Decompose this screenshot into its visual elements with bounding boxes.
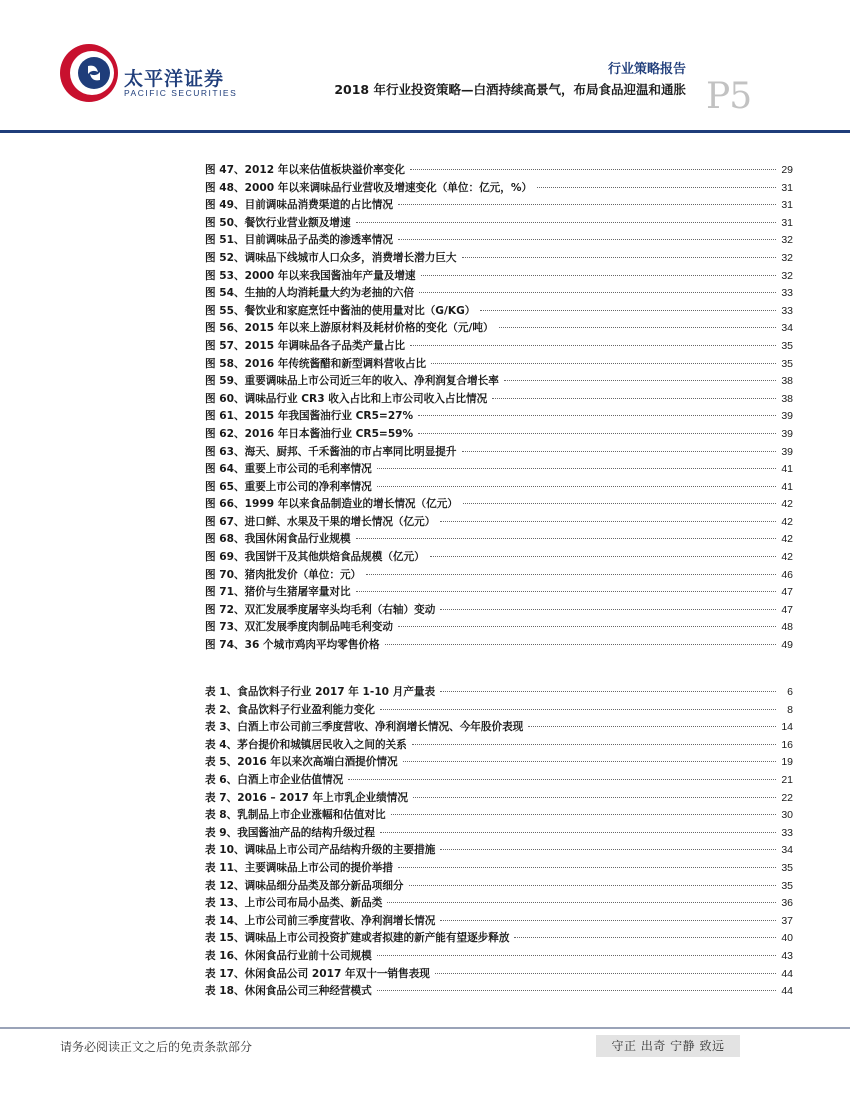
toc-entry[interactable] [205, 162, 793, 180]
toc-entry-label: 表 10、调味品上市公司产品结构升级的主要措施 [205, 844, 436, 857]
table-list [205, 684, 793, 1001]
toc-entry[interactable] [205, 602, 793, 620]
toc-entry-label: 图 61、2015 年我国酱油行业 CR5=27% [205, 410, 414, 423]
dot-leader [421, 275, 776, 276]
toc-entry[interactable] [205, 895, 793, 913]
dot-leader [440, 609, 776, 610]
toc-entry-label: 图 48、2000 年以来调味品行业营收及增速变化（单位：亿元，%） [205, 181, 533, 194]
toc-entry-label: 图 63、海天、厨邦、千禾酱油的市占率同比明显提升 [205, 445, 457, 458]
toc-entry-label: 图 73、双汇发展季度肉制品吨毛利变动 [205, 621, 393, 634]
toc-entry-label: 表 11、主要调味品上市公司的提价举措 [205, 861, 393, 874]
toc-entry[interactable] [205, 842, 793, 860]
toc-entry-label: 表 2、食品饮料子行业盈利能力变化 [205, 703, 375, 716]
dot-leader [398, 204, 776, 205]
dot-leader [410, 345, 776, 346]
dot-leader [366, 574, 776, 575]
toc-entry[interactable] [205, 426, 793, 444]
report-title: 2018 年行业投资策略—白酒持续高景气，布局食品迎温和通胀 [334, 82, 686, 97]
dot-leader [492, 398, 776, 399]
dot-leader [377, 468, 776, 469]
toc-entry-page: 42 [781, 533, 793, 546]
dot-leader [418, 415, 776, 416]
toc-entry-page: 37 [781, 914, 793, 927]
toc-entry[interactable] [205, 356, 793, 374]
dot-leader [356, 222, 776, 223]
toc-entry[interactable] [205, 232, 793, 250]
toc-entry-label: 图 70、猪肉批发价（单位：元） [205, 568, 362, 581]
toc-entry-label: 表 1、食品饮料子行业 2017 年 1-10 月产量表 [205, 686, 436, 698]
dot-leader [391, 814, 776, 815]
dot-leader [480, 310, 776, 311]
toc-entry[interactable] [205, 637, 793, 655]
toc-entry[interactable] [205, 913, 793, 931]
toc-entry[interactable] [205, 772, 793, 790]
toc-entry[interactable] [205, 567, 793, 585]
toc-entry-label: 表 4、茅台提价和城镇居民收入之间的关系 [205, 738, 407, 751]
dot-leader [462, 257, 777, 258]
dot-leader [398, 626, 776, 627]
toc-entry[interactable] [205, 268, 793, 286]
toc-entry-label: 表 3、白酒上市公司前三季度营收、净利润增长情况、今年股价表现 [205, 721, 524, 734]
toc-entry[interactable] [205, 584, 793, 602]
toc-entry[interactable] [205, 619, 793, 637]
toc-entry[interactable] [205, 303, 793, 321]
toc-entry-label: 图 56、2015 年以来上游原材料及耗材价格的变化（元/吨） [205, 322, 494, 335]
dot-leader [409, 885, 776, 886]
toc-entry-label: 图 57、2015 年调味品各子品类产量占比 [205, 339, 405, 352]
dot-leader [528, 726, 776, 727]
toc-entry-page: 35 [781, 357, 793, 370]
toc-entry-label: 表 7、2016 – 2017 年上市乳企业绩情况 [205, 791, 408, 804]
toc-entry-label: 图 68、我国休闲食品行业规模 [205, 533, 351, 546]
dot-leader [504, 380, 776, 381]
dot-leader [380, 832, 776, 833]
toc-entry[interactable] [205, 549, 793, 567]
dot-leader [380, 709, 776, 710]
toc-entry-page: 33 [781, 826, 793, 839]
toc-entry-page: 39 [781, 427, 793, 440]
dot-leader [377, 955, 776, 956]
toc-entry-page: 21 [781, 773, 793, 786]
toc-entry-page: 19 [781, 756, 793, 769]
toc-entry[interactable] [205, 737, 793, 755]
toc-entry-label: 表 16、休闲食品行业前十公司规模 [205, 949, 372, 962]
dot-leader [418, 433, 776, 434]
dot-leader [385, 644, 776, 645]
toc-entry[interactable] [205, 719, 793, 737]
toc-entry-label: 图 67、进口鲜、水果及干果的增长情况（亿元） [205, 515, 436, 528]
toc-entry-label: 图 74、36 个城市鸡肉平均零售价格 [205, 639, 380, 652]
toc-entry-page: 42 [781, 498, 793, 511]
toc-entry-page: 14 [781, 721, 793, 734]
toc-entry-page: 48 [781, 621, 793, 634]
toc-entry[interactable] [205, 860, 793, 878]
toc-entry-page: 31 [781, 199, 793, 212]
toc-entry[interactable] [205, 320, 793, 338]
toc-entry-page: 6 [787, 686, 793, 698]
dot-leader [537, 187, 776, 188]
company-motto: 守正 出奇 宁静 致远 [596, 1035, 740, 1057]
disclaimer-text: 请务必阅读正文之后的免责条款部分 [60, 1040, 253, 1054]
toc-entry[interactable] [205, 285, 793, 303]
toc-entry-page: 42 [781, 515, 793, 528]
dot-leader [403, 761, 776, 762]
toc-entry-label: 表 12、调味品细分品类及部分新品项细分 [205, 879, 404, 892]
toc-entry-label: 表 13、上市公司布局小品类、新品类 [205, 897, 383, 910]
toc-entry-page: 16 [781, 738, 793, 751]
dot-leader [462, 451, 777, 452]
dot-leader [440, 691, 776, 692]
toc-entry[interactable] [205, 702, 793, 720]
toc-entry-page: 43 [781, 949, 793, 962]
toc-entry-label: 图 52、调味品下线城市人口众多，消费增长潜力巨大 [205, 251, 457, 264]
toc-entry[interactable] [205, 496, 793, 514]
toc-entry-page: 49 [781, 639, 793, 652]
toc-entry[interactable] [205, 825, 793, 843]
toc-entry-label: 图 72、双汇发展季度屠宰头均毛利（右轴）变动 [205, 603, 436, 616]
toc-entry-page: 40 [781, 932, 793, 945]
toc-entry-page: 34 [781, 322, 793, 335]
toc-entry-page: 38 [781, 375, 793, 388]
dot-leader [356, 591, 776, 592]
dot-leader [499, 327, 776, 328]
toc-entry-label: 图 69、我国饼干及其他烘焙食品规模（亿元） [205, 551, 425, 564]
toc-entry-page: 35 [781, 339, 793, 352]
toc-entry[interactable] [205, 684, 793, 702]
toc-entry-label: 图 62、2016 年日本酱油行业 CR5=59% [205, 427, 414, 440]
toc-entry-label: 表 6、白酒上市企业估值情况 [205, 773, 344, 786]
toc-entry-label: 表 14、上市公司前三季度营收、净利润增长情况 [205, 914, 436, 927]
toc-entry-page: 46 [781, 568, 793, 581]
toc-entry-label: 图 50、餐饮行业营业额及增速 [205, 216, 351, 229]
toc-entry-label: 表 5、2016 年以来次高端白酒提价情况 [205, 756, 398, 769]
toc-entry-label: 图 58、2016 年传统酱醋和新型调料营收占比 [205, 357, 427, 370]
toc-entry-label: 图 59、重要调味品上市公司近三年的收入、净利润复合增长率 [205, 375, 499, 388]
toc-entry[interactable] [205, 531, 793, 549]
toc-entry-label: 图 53、2000 年以来我国酱油年产量及增速 [205, 269, 416, 282]
dot-leader [413, 797, 776, 798]
toc-entry-page: 32 [781, 269, 793, 282]
toc-entry-label: 图 47、2012 年以来估值板块溢价率变化 [205, 164, 405, 176]
toc-entry-label: 表 9、我国酱油产品的结构升级过程 [205, 826, 375, 839]
toc-entry[interactable] [205, 461, 793, 479]
toc-entry-page: 33 [781, 304, 793, 317]
toc-entry-page: 36 [781, 897, 793, 910]
toc-entry-label: 图 60、调味品行业 CR3 收入占比和上市公司收入占比情况 [205, 392, 488, 405]
toc-entry-page: 39 [781, 410, 793, 423]
dot-leader [356, 538, 776, 539]
toc-entry-page: 41 [781, 480, 793, 493]
toc-entry-label: 表 15、调味品上市公司投资扩建或者拟建的新产能有望逐步释放 [205, 932, 510, 945]
dot-leader [387, 902, 776, 903]
brand-name-cn: 太平洋证券 [124, 68, 225, 90]
toc-entry-label: 表 18、休闲食品公司三种经营模式 [205, 985, 372, 998]
toc-entry[interactable] [205, 966, 793, 984]
dot-leader [463, 503, 776, 504]
toc-entry-page: 42 [781, 551, 793, 564]
toc-entry[interactable] [205, 197, 793, 215]
toc-entry-label: 表 17、休闲食品公司 2017 年双十一销售表现 [205, 967, 430, 980]
toc-entry-page: 22 [781, 791, 793, 804]
report-type: 行业策略报告 [607, 62, 686, 77]
toc-entry[interactable] [205, 444, 793, 462]
toc-entry-page: 32 [781, 251, 793, 264]
brand-name-en: PACIFIC SECURITIES [124, 88, 238, 98]
toc-entry[interactable] [205, 373, 793, 391]
toc-entry-page: 38 [781, 392, 793, 405]
toc-entry[interactable] [205, 514, 793, 532]
toc-entry-page: 35 [781, 861, 793, 874]
toc-entry[interactable] [205, 479, 793, 497]
dot-leader [348, 779, 776, 780]
toc-entry-label: 图 49、目前调味品消费渠道的占比情况 [205, 199, 393, 212]
toc-entry-page: 33 [781, 287, 793, 300]
toc-entry[interactable] [205, 878, 793, 896]
toc-entry[interactable] [205, 250, 793, 268]
toc-entry[interactable] [205, 215, 793, 233]
dot-leader [431, 363, 776, 364]
toc-entry-page: 41 [781, 463, 793, 476]
toc-entry[interactable] [205, 754, 793, 772]
toc-entry-page: 29 [781, 164, 793, 176]
dot-leader [440, 849, 776, 850]
toc-entry-label: 表 8、乳制品上市企业涨幅和估值对比 [205, 809, 386, 822]
toc-entry[interactable] [205, 790, 793, 808]
toc-entry-page: 30 [781, 809, 793, 822]
dot-leader [419, 292, 776, 293]
toc-entry-label: 图 51、目前调味品子品类的渗透率情况 [205, 234, 393, 247]
toc-entry-label: 图 65、重要上市公司的净利率情况 [205, 480, 372, 493]
dot-leader [398, 239, 776, 240]
toc-entry[interactable] [205, 391, 793, 409]
dot-leader [435, 973, 776, 974]
toc-entry[interactable] [205, 930, 793, 948]
toc-entry-page: 32 [781, 234, 793, 247]
toc-entry[interactable] [205, 180, 793, 198]
toc-entry[interactable] [205, 948, 793, 966]
dot-leader [430, 556, 776, 557]
toc-entry-label: 图 66、1999 年以来食品制造业的增长情况（亿元） [205, 498, 458, 511]
toc-entry-page: 39 [781, 445, 793, 458]
toc-entry-page: 35 [781, 879, 793, 892]
dot-leader [410, 169, 776, 170]
toc-entry-page: 31 [781, 216, 793, 229]
toc-entry-page: 31 [781, 181, 793, 194]
toc-entry[interactable] [205, 807, 793, 825]
toc-entry-label: 图 55、餐饮业和家庭烹饪中酱油的使用量对比（G/KG） [205, 304, 476, 317]
toc-entry[interactable] [205, 408, 793, 426]
header-divider [0, 130, 850, 133]
toc-entry-page: 44 [781, 985, 793, 998]
figure-list [205, 162, 793, 655]
toc-entry-label: 图 54、生抽的人均消耗量大约为老抽的六倍 [205, 287, 415, 300]
dot-leader [377, 486, 776, 487]
toc-entry-page: 47 [781, 603, 793, 616]
page-number: P5 [706, 76, 752, 117]
company-logo [58, 42, 120, 104]
toc-entry-label: 图 71、猪价与生猪屠宰量对比 [205, 586, 351, 599]
toc-entry-page: 47 [781, 586, 793, 599]
dot-leader [398, 867, 776, 868]
dot-leader [440, 920, 776, 921]
dot-leader [514, 937, 776, 938]
toc-entry-page: 8 [787, 703, 793, 716]
footer-divider [0, 1027, 850, 1029]
dot-leader [412, 744, 776, 745]
toc-entry[interactable] [205, 983, 793, 1001]
toc-entry-page: 44 [781, 967, 793, 980]
toc-entry[interactable] [205, 338, 793, 356]
toc-entry-label: 图 64、重要上市公司的毛利率情况 [205, 463, 372, 476]
dot-leader [377, 990, 776, 991]
toc-entry-page: 34 [781, 844, 793, 857]
dot-leader [440, 521, 776, 522]
